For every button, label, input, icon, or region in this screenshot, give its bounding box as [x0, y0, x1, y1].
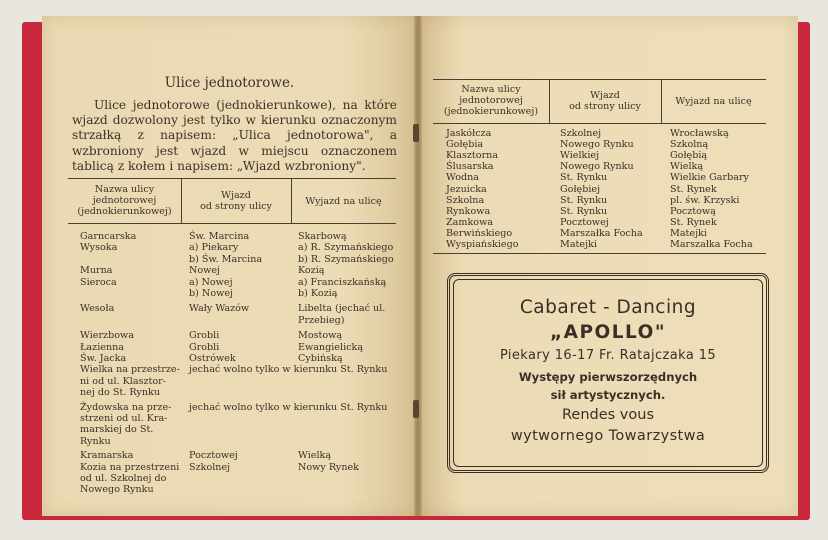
ad-society: wytwornego Towarzystwa	[510, 428, 706, 444]
left-row-entry: Grobli	[189, 341, 220, 353]
right-row-entry: Szkolnej	[560, 128, 602, 139]
left-header-street: Nazwa ulicy jednotorowej (jednokierunkowej)	[77, 184, 172, 217]
left-row-entry: b) Św. Marcina	[189, 253, 263, 265]
right-row-entry: Marszałka Focha	[560, 227, 643, 239]
right-row-entry: Wielkiej	[560, 150, 600, 162]
right-header-exit: Wyjazd na ulicę	[675, 96, 752, 107]
right-row-street: Berwińskiego	[446, 227, 513, 239]
right-header-street: Nazwa ulicy jednotorowej (jednokierunkowej)	[443, 84, 539, 117]
left-row-exit: b) R. Szymańskiego	[298, 253, 394, 265]
left-row-exit: a) Franciszkańską	[298, 276, 387, 288]
left-row-exit: b) Kozią	[298, 288, 338, 299]
right-row-exit: Wrocławską	[670, 128, 729, 139]
left-row-entry: a) Piekary	[189, 242, 239, 254]
left-row-exit: Przebieg)	[298, 314, 345, 326]
right-row-exit: Wielkie Garbary	[670, 172, 749, 184]
right-row-entry: St. Rynku	[560, 172, 608, 184]
right-row-street: Jaskółcza	[446, 128, 492, 139]
right-row-exit: Szkolną	[670, 139, 709, 151]
left-row-street: Wesoła	[80, 303, 115, 315]
right-row-street: Zamkowa	[446, 216, 494, 228]
ad-cabaret-dancing: Cabaret - Dancing	[519, 297, 697, 318]
left-row-street: Rynku	[80, 435, 111, 447]
right-row-exit: Wielką	[670, 161, 704, 173]
left-row-exit: Wielką	[298, 450, 332, 462]
left-row-note: jechać wolno tylko w kierunku St. Rynku	[189, 364, 388, 376]
right-row-entry: St. Rynku	[560, 205, 608, 217]
left-row-entry: Grobli	[189, 330, 220, 342]
left-row-street: Wysoka	[80, 242, 118, 254]
left-row-exit: Libelta (jechać ul.	[298, 303, 386, 315]
left-row-exit: Ewangielicką	[298, 341, 364, 353]
left-row-entry: Św. Marcina	[189, 231, 250, 242]
left-row-entry: a) Nowej	[189, 276, 233, 288]
right-row-entry: Nowego Rynku	[560, 139, 634, 151]
left-row-exit: Skarbową	[298, 231, 347, 242]
right-row-exit: Gołębią	[670, 150, 708, 162]
left-row-street: Sieroca	[80, 276, 117, 288]
right-row-street: Gołębia	[446, 139, 484, 151]
left-row-entry: Wały Wazów	[189, 303, 250, 315]
right-row-entry: Nowego Rynku	[560, 161, 634, 173]
left-row-street: Kozia na przestrzeni	[80, 461, 180, 473]
left-row-entry: Pocztowej	[189, 450, 238, 462]
left-row-street: Garncarska	[80, 231, 137, 242]
left-row-exit: a) R. Szymańskiego	[298, 242, 394, 254]
right-row-exit: pl. św. Krzyski	[670, 194, 740, 206]
left-row-street: Kramarska	[80, 450, 134, 462]
left-row-street: Łazienna	[80, 341, 125, 353]
right-row-street: Klasztorna	[446, 150, 499, 162]
right-header-entry: Wjazd od strony ulicy	[569, 90, 641, 112]
left-header-exit: Wyjazd na ulicę	[305, 196, 382, 207]
ad-rendezvous: Rendes vous	[561, 407, 655, 423]
right-row-street: Ślusarska	[446, 161, 494, 173]
left-page-paragraph: Ulice jednotorowe (jednokierunkowe), na które wjazd dozwolony jest tylko w kierunku oznaczonym strzałką z napisem: „Ulica jednotorowa", a wzbroniony jest wjazd w miejscu oznaczonem tablicą z kołem i napisem: „Wjazd wzbroniony".	[72, 98, 397, 173]
ad-performances: Występy pierwszorzędnych	[518, 370, 698, 384]
left-row-street: ni od ul. Klasztor-	[80, 375, 167, 387]
left-row-note: jechać wolno tylko w kierunku St. Rynku	[189, 401, 388, 413]
left-page-title: Ulice jednotorowe.	[164, 75, 295, 91]
right-row-entry: Matejki	[560, 239, 597, 250]
right-row-entry: Gołębiej	[560, 183, 601, 195]
right-row-exit: St. Rynek	[670, 216, 717, 228]
right-row-entry: Pocztowej	[560, 216, 609, 228]
left-row-entry: Nowej	[189, 265, 221, 277]
left-row-street: marskiej do St.	[80, 424, 154, 436]
ad-apollo-name: „APOLLO"	[549, 322, 667, 343]
left-row-exit: Kozią	[298, 265, 325, 277]
right-row-street: Wodna	[446, 172, 480, 184]
right-row-street: Jezuicka	[446, 183, 487, 195]
left-header-entry: Wjazd od strony ulicy	[200, 190, 272, 212]
right-row-exit: Matejki	[670, 227, 707, 239]
staple-bottom	[413, 400, 419, 418]
right-row-entry: St. Rynku	[560, 194, 608, 206]
right-row-street: Rynkowa	[446, 205, 491, 217]
left-row-exit: Cybińską	[298, 353, 343, 364]
ad-address: Piekary 16-17 Fr. Ratajczaka 15	[499, 348, 717, 363]
left-row-street: Nowego Rynku	[80, 484, 154, 496]
left-row-street: nej do St. Rynku	[80, 387, 161, 399]
left-row-exit: Mostową	[298, 330, 343, 342]
right-row-street: Szkolna	[446, 194, 485, 206]
left-row-street: od ul. Szkolnej do	[80, 473, 167, 484]
left-row-street: Murna	[80, 265, 113, 277]
left-row-street: Żydowska na prze-	[80, 401, 172, 413]
left-row-entry: b) Nowej	[189, 288, 233, 299]
staple-top	[413, 124, 419, 142]
right-table-header-rule	[433, 123, 766, 124]
right-row-exit: Marszałka Focha	[670, 239, 753, 250]
left-row-street: Wierzbowa	[80, 330, 134, 342]
left-row-street: Wielka na przestrze-	[80, 364, 180, 376]
left-row-exit: Nowy Rynek	[298, 461, 359, 473]
right-table-bottom-rule	[433, 253, 766, 254]
left-row-entry: Ostrówek	[189, 353, 236, 364]
left-row-street: strzeni od ul. Kra-	[80, 413, 168, 424]
right-row-street: Wyspiańskiego	[446, 239, 519, 250]
book-gutter	[414, 16, 422, 516]
right-row-exit: St. Rynek	[670, 183, 717, 195]
ad-artists: sił artystycznych.	[550, 388, 666, 402]
left-table-header-rule	[68, 223, 396, 224]
right-table-top-rule	[433, 79, 766, 80]
right-row-exit: Pocztową	[670, 205, 716, 217]
left-table-top-rule	[68, 178, 396, 179]
left-row-street: Św. Jacka	[80, 353, 127, 364]
left-row-entry: Szkolnej	[189, 461, 231, 473]
